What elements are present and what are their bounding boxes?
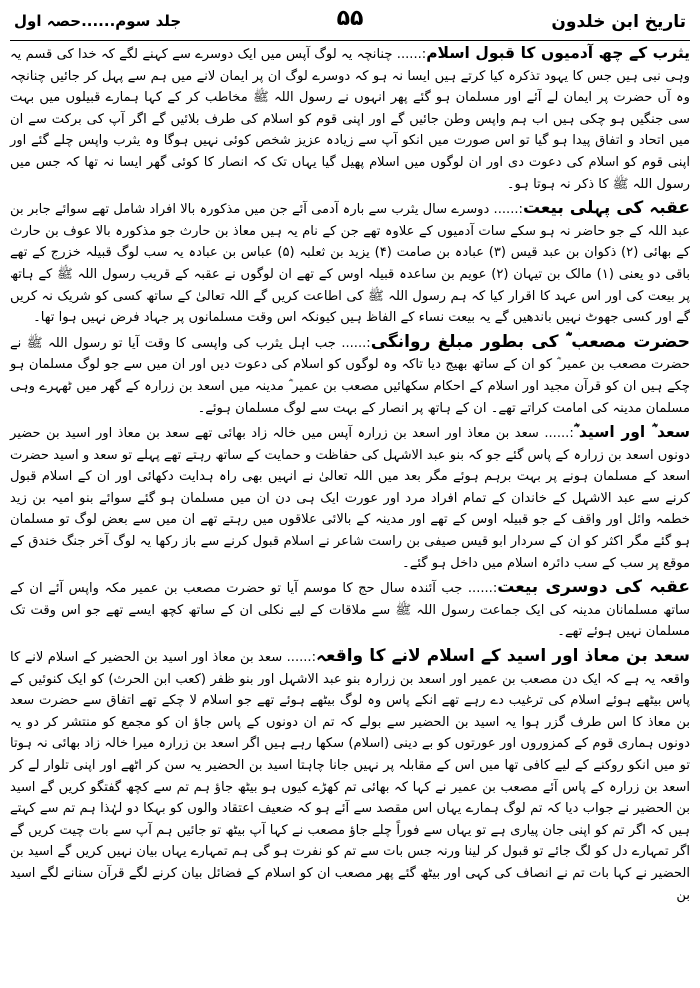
paragraph-yathrib-six-men <box>10 43 690 195</box>
heading-separator: :...... <box>341 335 371 351</box>
section-heading: عقبہ کی دوسری بیعت <box>497 577 690 598</box>
paragraph-text: سعد بن معاذ اور اسید بن الحضیر کے اسلام لانے کا واقعہ یہ ہے کہ ایک دن مصعب بن عمیر اور اسعد بن زرارہ بنو عبد الاشہل اور بنو ظفر (کعب ابن الحرث) کو ایک کنوئیں کے پاس بیٹھے ہوئے اسلام کی ترغیب دے رہے تھے انکے پاس وہ لوگ بیٹھے ہوئے تھے جو اسلام لا چکے تھے اتفاق سے حضرت سعد بن معاذ کا اس طرف گزر ہوا یہ اسید بن الحضیر سے بولے کہ تم ان دونوں کے پاس جاؤ ان کو مجمع کو منتشر کر دو یہ دونوں ہماری قوم کے کمزوروں اور عورتوں کو بے دینی (اسلام) سکھا رہے ہیں اگر اسعد بن زرارہ میرا خالہ زاد بھائی نہ ہوتا تو میں انکو روکنے کے لیے کافی تھا میں اس کے مقابلہ پر نہیں جانا چاہتا اسید بن الحضیر یہ سن کر اٹھے اور اپنی تلوار لے کر اسعد بن زرارہ کے پاس آئے مصعب بن عمیر نے کہا کہ بھائی تم کھڑے کیوں ہو بیٹھ جاؤ ہم تم سے کچھ گفتگو کریں گے اسید بن الحضیر نے جواب دیا کہ تم لوگ ہمارے یہاں اس مقصد سے آئے ہو کہ ضعیف اعتقاد والوں کو بہکا دو لہٰذا ہم تم سے کہتے ہیں کہ اگر تم کو اپنی جان پیاری ہے تو یہاں سے فوراً چلے جاؤ مصعب نے کہا آپ بیٹھ تو جائیں ہم آپ سے بات چیت کریں گے اگر تمہارے دل کو لگ جائے تو قبول کر لینا ورنہ جس بات سے تم کو نفرت ہو گی ہم تمہارے یہاں بیان نہیں کریں گے اسید بن الحضیر نے کہا بات تم نے انصاف کی کہی اور بیٹھ گئے پھر مصعب ان کو اسلام کے فضائل بیان کرنے لگے قرآن سنانے لگے اسید بن <box>10 650 690 903</box>
book-page <box>10 4 690 984</box>
heading-separator: :...... <box>396 47 427 62</box>
heading-separator: :...... <box>467 581 498 597</box>
volume-label: جلد سوم......حصہ اول <box>14 12 182 30</box>
paragraph-saad-usaid-conversion <box>10 646 690 906</box>
paragraph-text: دوسرے سال یثرب سے بارہ آدمی آئے جن میں مذکورہ بالا افراد شامل تھے سوائے جابر بن عبد اللہ کے جو حاضر نہ ہو سکے سات آدمیوں کے علاوہ تھے جن کے نام یہ ہیں معاذ بن حارث جو مذکورہ بالا عوف بن حارث کے بھائی (۲) ذکوان بن عبد قیس (۳) عبادہ بن صامت (۴) یزید بن ثعلبہ (۵) عباس بن عبادہ یہ سب لوگ قبیلہ خزرج کے تھے باقی دو یعنی (۱) مالک بن تیہان (۲) عویم بن ساعدہ قبیلہ اوس کے تھے ان لوگوں نے عقبہ کے قریب رسول اللہ ﷺ کے ہاتھ پر بیعت کی اور اس عہد کا اقرار کیا کہ ہم رسول اللہ ﷺ کی اطاعت کریں گے اللہ تعالیٰ کے ساتھ کسی کو شریک نہ کریں گے اور کسی جھوٹ نہیں باندھیں گے یہ بیعت نساء کے الفاظ ہیں کیونکہ اس وقت مسلمانوں پر جہاد فرض نہیں ہوا تھا۔ <box>10 202 690 326</box>
page-header <box>10 4 690 41</box>
section-heading: عقبہ کی پہلی بیعت <box>522 198 691 219</box>
book-title: تاریخ ابن خلدون <box>551 12 686 32</box>
section-heading: یثرب کے چھ آدمیوں کا قبول اسلام <box>426 44 690 62</box>
section-heading: سعد بن معاذ اور اسید کے اسلام لانے کا واقعہ <box>316 646 690 667</box>
paragraph-text: جب اہل یثرب کی واپسی کا وقت آیا تو رسول اللہ ﷺ نے حضرت مصعب بن عمیر ؓ کو ان کے ساتھ بھیج دیا تاکہ وہ لوگوں کو اسلام کی دعوت دیں اور ان میں سے جو لوگ مسلمان ہو چکے ہیں ان کو قرآن مجید اور اسلام کے احکام سکھائیں مصعب بن عمیر ؓ مدینہ میں اسعد بن زرارہ کے گھر میں ٹھہرے وہی مسلمان مدینہ کی امامت کراتے تھے۔ ان کے ہاتھ پر انصار کے بہت سے لوگ مسلمان ہوئے۔ <box>10 335 690 416</box>
heading-separator: :...... <box>286 650 317 666</box>
section-heading: سعد ؓ اور اسید ؓ <box>573 423 690 442</box>
paragraph-text: سعد بن معاذ اور اسعد بن زرارہ آپس میں خالہ زاد بھائی تھے سعد بن معاذ اور اسید بن حضیر دونوں اسعد بن زرارہ کے پاس گئے جو کہ بنو عبد الاشہل کی حفاظت و حمایت کے ساتھ رہتے تھے پہلے تو سعد و اسید حضرت اسعد کے مسلمان ہونے پر بہت برہم ہوئے مگر بعد میں اللہ تعالیٰ نے انہیں بھی راہ ہدایت دکھائی اور ان کے اسلام قبول کرنے سے عبد الاشہل کے خاندان کے تمام افراد مرد اور عورت ایک ہی دن ان میں مسلمان ہو گئے سوائے بنو امیہ بن زید خطمہ وائل اور واقف کے جو قبیلہ اوس کے تھے اور مدینہ کے بالائی علاقوں میں رہتے تھے ان میں سے بعض لوگ تو مسلمان ہو گئے مگر اکثر کو ان کے سردار ابو قیس صیفی بن راست شاعر نے اسلام قبول کرنے سے باز رکھا یہ لوگ آخر جنگ خندق کے موقع پر سب کے سب دائرہ اسلام میں داخل ہو گئے۔ <box>10 426 690 571</box>
paragraph-first-aqaba <box>10 198 690 329</box>
paragraph-text: جب آئندہ سال حج کا موسم آیا تو حضرت مصعب بن عمیر مکہ واپس آئے ان کے ساتھ مسلمانان مدینہ کی ایک جماعت رسول اللہ ﷺ سے ملاقات کے لیے نکلی ان کے ساتھ کچھ ایسے تھے جو اس وقت تک مسلمان نہیں ہوئے تھے۔ <box>10 581 690 640</box>
paragraph-musab-departure <box>10 332 690 419</box>
paragraph-second-aqaba <box>10 577 690 643</box>
page-body <box>10 41 690 906</box>
page-number: ۵۵ <box>336 6 364 31</box>
paragraph-saad-usaid <box>10 422 690 574</box>
paragraph-text: چنانچہ یہ لوگ آپس میں ایک دوسرے سے کہنے لگے کہ خدا کی قسم یہ وہی نبی ہیں جس کا یہود تذکرہ کیا کرتے ہیں ایسا نہ ہو کہ دوسرے لوگ ان پر ایمان لانے میں ہم سے پہل کر جائیں چنانچہ وہ آں حضرت پر ایمان لے آئے اور مسلمان ہو گئے پھر انہوں نے رسول اللہ ﷺ مخاطب کر کے کہا ہمارے قبیلوں میں بہت سی جنگیں ہو چکی ہیں اب ہم واپس وطن جائیں گے اور اپنی قوم کو اسلام کی طرف بلائیں گے اگر آپ کی برکت سے ان میں اتحاد و اتفاق پیدا ہو گیا تو اس صورت میں انکو آپ سے زیادہ عزیز شخص کوئی نہیں ہوگا وہ یثرب واپس چلے گئے اور اپنی قوم کو اسلام کی دعوت دی اور ان لوگوں میں اسلام پھیل گیا یہاں تک کہ انصار کا کوئی گھر ایسا نہ تھا کہ جس میں رسول اللہ ﷺ کا ذکر نہ ہوتا ہو۔ <box>10 47 690 192</box>
section-heading: حضرت مصعب ؓ کی بطور مبلغ روانگی <box>370 331 690 352</box>
heading-separator: :...... <box>493 202 523 218</box>
heading-separator: :...... <box>544 426 574 442</box>
